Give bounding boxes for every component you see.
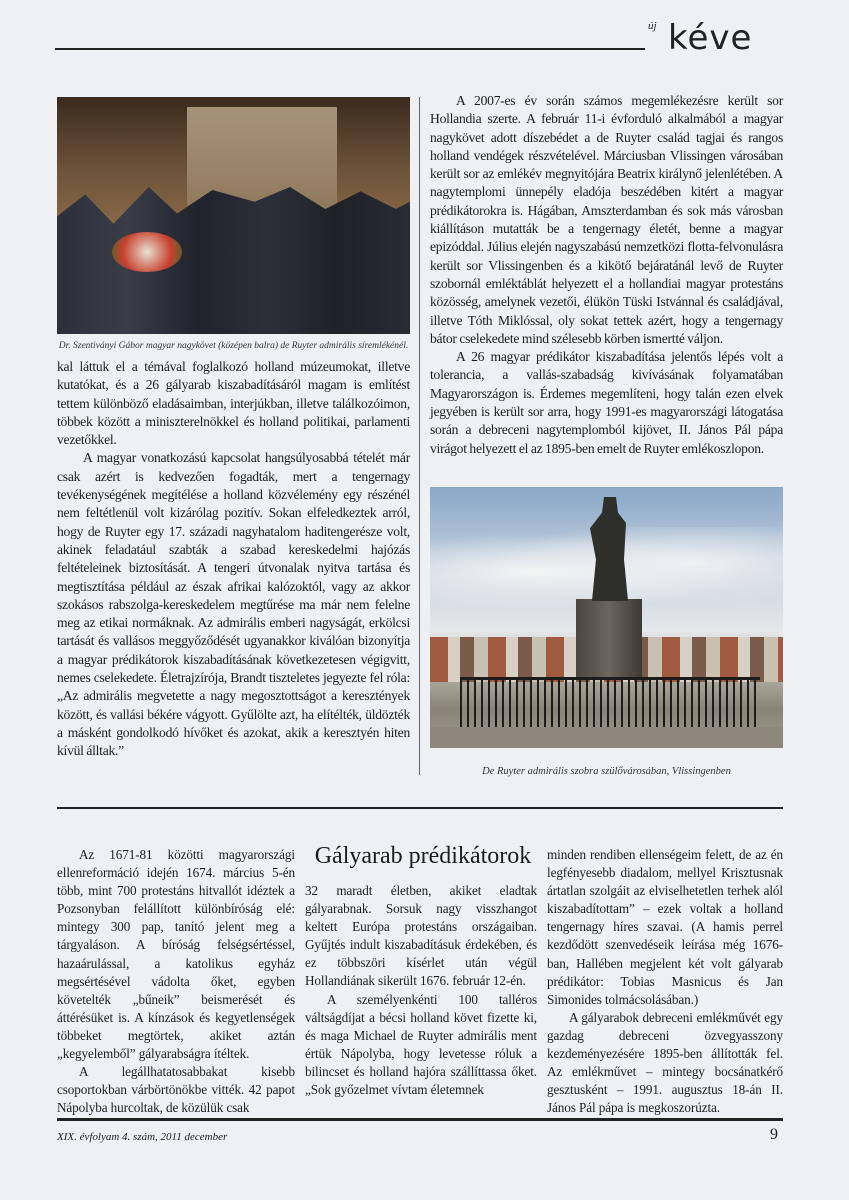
issue-info: XIX. évfolyam 4. szám, 2011 december [57, 1131, 228, 1143]
photo1-caption: Dr. Szentiványi Gábor magyar nagykövet (középen balra) de Ruyter admirális síremlékénél. [58, 341, 409, 351]
statue-pedestal [576, 599, 642, 679]
paragraph: A személyenkénti 100 talléros váltságdíjat a bécsi holland követ fizette ki, és maga Michael de Ruyter admirális ment értük Nápolyba, hogy levetesse róluk a bilincset és holland hajóra szállíttassa őket. „Sok győzelmet vívtam életemnek [305, 991, 537, 1098]
logo-main-text: kéve [668, 18, 753, 58]
sidebar-column-2 [305, 882, 537, 1099]
paragraph: 32 maradt életben, akiket eladtak gályarabnak. Sorsuk nagy visszhangot keltett Európa protestáns országaiban. Gyűjtés indult kiszabadításuk érdekében, és ez többszöri kísérlet után végül Hollandiának sikerült 1676. február 12-én. [305, 883, 537, 989]
logo-small-text: új [648, 20, 657, 32]
column-divider [419, 97, 420, 775]
photo-de-ruyter-statue [430, 487, 783, 748]
iron-fence [460, 677, 760, 731]
paragraph: A gályarabok debreceni emlékművét egy gazdag debreceni özvegyasszony kezdeményezésére 1895-ben állították fel. Az emlékművet – mintegy bocsánatkérő gesztusként – 1991. augusztus 18-án II. János Pál pápa is megkoszorúzta. [547, 1009, 783, 1116]
paragraph: kal láttuk el a témával foglalkozó holland múzeumokat, illetve kutatókat, és a 26 gályarab kiszabadításáról magam is említést tettem különböző eladásaimban, interjúkban, illetve találkozóimon, többek között a miniszterelnökkel és holland politikai, parlamenti vezetőkkel. [57, 359, 410, 448]
sidebar-column-1 [57, 846, 295, 1117]
article-left-column [57, 358, 410, 761]
sidebar-title: Gályarab prédikátorok [314, 843, 532, 869]
paragraph: A 26 magyar prédikátor kiszabadítása jelentős lépés volt a tolerancia, a vallás-szabadság kivívásának folyamatában Magyarországon is. Érdemes megemlíteni, hogy talán ezen elvek jegyében is került sor arra, hogy 1991-es magyarországi látogatása során a debreceni nagytemplomból kijövet, II. János Pál pápa virágot helyezett el az 1895-ben emelt de Ruyter emlékoszlopon. [430, 349, 783, 456]
sidebar-column-3 [547, 846, 783, 1117]
page-number: 9 [770, 1126, 778, 1143]
paragraph: Az 1671-81 közötti magyarországi ellenreformáció idején 1674. március 5-én több, mint 700 protestáns hitvallót idéztek a Pozsonyban felállított különbíróság elé: mintegy 300 pap, tanító jelent meg a tárgyaláson. A bíróság felségsértéssel, hazaárulással, a katolikus egyház megsértésével vádolta őket, egyben követelték „bűneik” beismerését és áttérésüket is. A kínzások és kegyetlenségek többeket megtörtek, akiket aztán „kegyelemből” gályarabságra ítéltek. [57, 847, 295, 1062]
paragraph: A legállhatatosabbakat kisebb csoportokban várbörtönökbe vitték. 42 papot Nápolyba hurcoltak, de közülük csak [57, 1064, 295, 1116]
article-right-column [430, 92, 783, 458]
footer-rule [57, 1118, 783, 1121]
photo2-caption: De Ruyter admirális szobra szülővárosában, Vlissingenben [482, 766, 731, 777]
people-group [57, 187, 410, 334]
flower-wreath [112, 232, 182, 272]
header-rule [55, 48, 645, 50]
paragraph: A 2007-es év során számos megemlékezésre került sor Hollandia szerte. A február 11-i évforduló alkalmából a magyar nagykövet adott díszebédet a de Ruyter család tagjai és rangos holland vendégek részvételével. Márciusban Vlissingen városában került sor az emlékév megnyitójára Beatrix királynő jelenlétében. A nagytemplomi ünnepély eladója beszédében kitért a magyar prédikátorokra is. Hágában, Amszterdamban és sok más városban kiállításon mutatták be a tengernagy életét, benne a magyar epizóddal. Július elején nagyszabású nemzetközi flotta-felvonulásra került sor Vlissingenben és a kikötő bejáratánál levő de Ruyter szobornál emléktáblát helyezett el a hollandiai magyar protestáns közösség, amelynek vezetői, élükön Tüski Istvánnal és családjával, illetve Tóth Miklóssal, oly sokat tettek azért, hogy a tengernagy bátor cselekedete mind szélesebb körben ismertté váljon. [430, 93, 783, 346]
paragraph: minden rendiben ellenségeim felett, de az én legfényesebb diadalom, mellyel Krisztusnak ártatlan szolgáit az elviselhetetlen terhek alól kiszabadítottam” – ezek voltak a holland tengernagy híres szavai. (A hamis perrel kezdődött szenvedéseik leírása még 1676-ban, Hallében megjelent két volt gályarab prédikátor: Tobias Masnicus és Jan Simonides tolmácsolásában.) [547, 847, 783, 1007]
section-divider [57, 807, 783, 809]
square-pavement [430, 727, 783, 748]
statue-figure [590, 497, 630, 601]
paragraph: A magyar vonatkozású kapcsolat hangsúlyosabbá tételét már csak azért is kedvezően fogadták, mert a tengernagy tevékenységének megítélése a holland közvélemény egy részénél nem feltétlenül volt kizárólag pozitív. Sokan elfeledkeztek arról, hogy de Ruyter egy 17. századi nagyhatalom haditengerésze volt, akinek feladatául szabták a szabad kereskedelmi hajózás feltételeinek biztosítását. A tengeri útvonalak nyitva tartása és megtisztítása például az észak afrikai kalózoktól, vagy az akkor szokásos rabszolga-kereskedelem megtűrése ma már nem felelne meg az etikai normáknak. Az admirális emberi nagyságát, erkölcsi tartását és vallásos meggyőződését ugyanakkor kiválóan bizonyítja a magyar prédikátorok kiszabadításának következetesen végigvitt, nemes cselekedete. Életrajzírója, Brandt tiszteletes jegyezte fel róla: „Az admirális megvetette a nagy megosztottságot a keresztények között, és vallási békére vágyott. Gyűlölte azt, ha elítélték, üldözték a másként gondolkodó hívőket és azokat, akik a keresztyén hiten kívül álltak.” [57, 450, 410, 759]
photo-ambassador-at-tomb [57, 97, 410, 334]
